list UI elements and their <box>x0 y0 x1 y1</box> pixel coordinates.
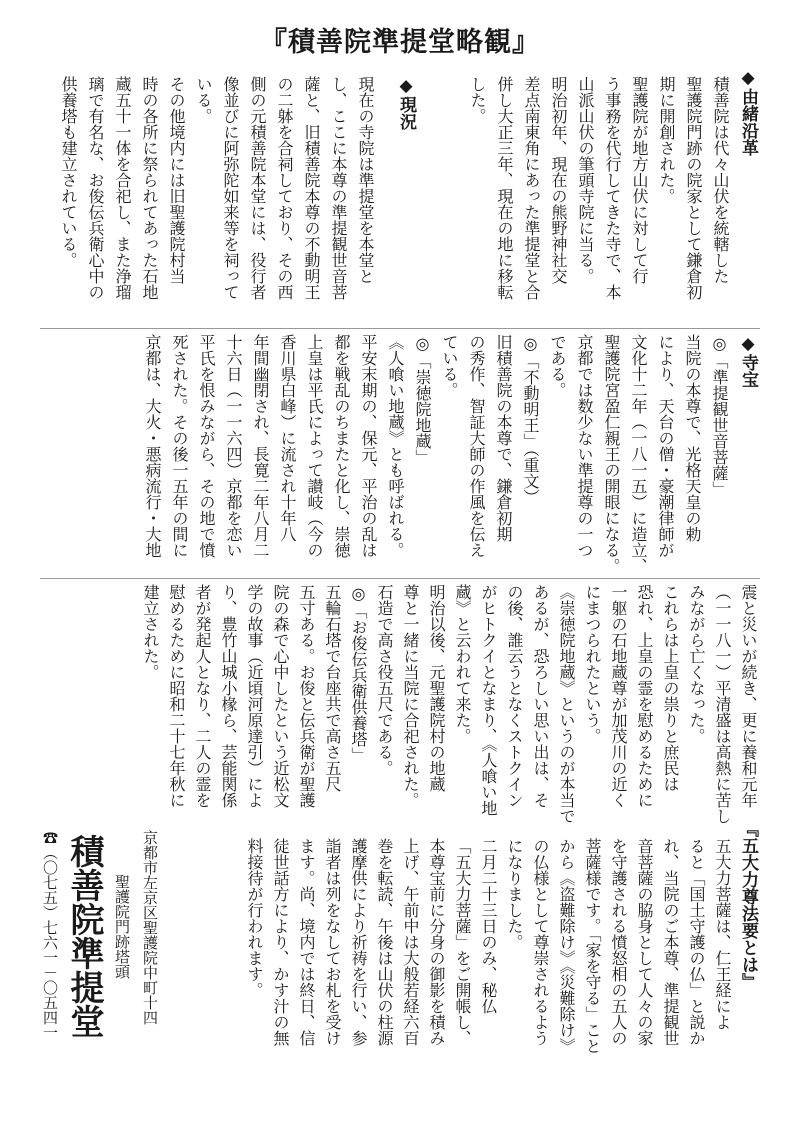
temple-address: 京都市左京区聖護院中町十四 <box>141 830 159 1025</box>
history-heading: ◆由緒沿革 <box>738 68 758 156</box>
rite-heading: 『五大力尊法要とは』 <box>738 820 758 990</box>
temple-affiliation: 聖護院門跡塔頭 <box>113 874 131 979</box>
section-divider-middle <box>40 578 760 579</box>
temple-name: 積善院準提堂 <box>64 834 104 1038</box>
current-text: 現在の寺院は準提堂を本堂と し、ここに本尊の準提観世音菩 薩と、旧積善院本尊の不動明王 の二躰を合祠しており、その西 側の元積善院本堂には、役行者 像並びに阿弥陀如来等を祠って いる。 その他境内には旧聖護院村当 時の各所に祭られてあった石地 蔵五十一体を合祀し、また浄瑠 璃で有名な、お俊伝兵衛心中の 供養塔も建立されている。 <box>59 76 375 300</box>
current-heading: ◆現況 <box>396 76 416 130</box>
temple-phone: ☎（〇七五）七六一－〇五四一 <box>41 830 59 1040</box>
section-divider-top <box>40 328 760 329</box>
treasures-heading: ◆寺宝 <box>738 334 758 388</box>
jizo-story-text: 震と災いが続き、更に養和元年 （一一八一）平清盛は高熱に苦し みながら亡くなった。 これらは上皇の祟りと庶民は 恐れ、上皇の霊を慰めるために 一躯の石地蔵尊が加茂川の近く にまつられたという。 《崇徳院地蔵》というのが本当で あるが、恐ろしい思い出は、そ の後、誰云うとなくストクイン がヒトクイとなまり、《人喰い地 蔵》と云われて来た。 明治以後、元聖護院村の地蔵 尊と一緒に当院に合祀された。 石造で高さ役五尺である。 ◎「お俊伝兵衛供養塔」 五輪石塔で台座共で高さ五尺 五寸ある。お俊と伝兵衛が聖護 院の森で心中したという近松文 学の故事（近頃河原達引）によ り、豊竹山城小椽ら、芸能関係 者が発起人となり、二人の霊を 慰めるために昭和二十七年秋に 建立された。 <box>141 584 758 824</box>
treasures-text: ◎「準提観世音菩薩」 当院の本尊で、光格天皇の勅 により、天台の僧・豪潮律師が 文化十二年（一八一五）に造立、 聖護院宮盈仁親王の開眼になる。 京都では数少ない準提尊の一つ である。 ◎「不動明王」（重文） 旧積善院の本尊で、鎌倉初期 の秀作、智証大師の作風を伝え ている。 ◎「崇徳院地蔵」 《人喰い地蔵》とも呼ばれる。 平安末期の、保元、平治の乱は 都を戦乱のちまたと化し、崇徳 上皇は平氏によって讃岐（今の 香川県白峰）に流され十年八 年間幽閉され、長寛二年八月二 十六日（一一六四）京都を恋い 平氏を恨みながら、その地で憤 死された。その後一五年の間に 京都は、大火・悪病流行・大地 <box>143 334 729 574</box>
page-title: 『積善院準提堂略観』 <box>260 27 540 58</box>
rite-text: 五大力菩薩は、仁王経によ ると「国土守護の仏」と説か れ、当院のご本尊、準提観世 音菩薩の脇身として人々の家 を守護される憤怒相の五人の 菩薩様です。「家を守る」こと から《盗難除け》《災難除け》 の仏様として尊崇されるよう になりました。 二月二十三日のみ、秘仏 「五大力菩薩」をご開帳し、 本尊宝前に分身の御影を積み 上げ、午前中は大般若経六百 巻を転読、午後は山伏の柱源 護摩供により祈祷を行い、参 詣者は列をなしてお札を受け ます。尚、境内では終日、信 徒世話方により、かす汁の無 料接待が行われます。 <box>245 838 732 1054</box>
history-text: 積善院は代々山伏を統轄した 聖護院門跡の院家として鎌倉初 期に開創された。 聖護院が地方山伏に対して行 う事務を代行してきた寺で、本 山派山伏の筆頭寺院に当る。 明治初年、現在の熊野神社交 差点南東角にあった準提堂と合 併し大正三年、現在の地に移転 した。 <box>468 76 730 300</box>
